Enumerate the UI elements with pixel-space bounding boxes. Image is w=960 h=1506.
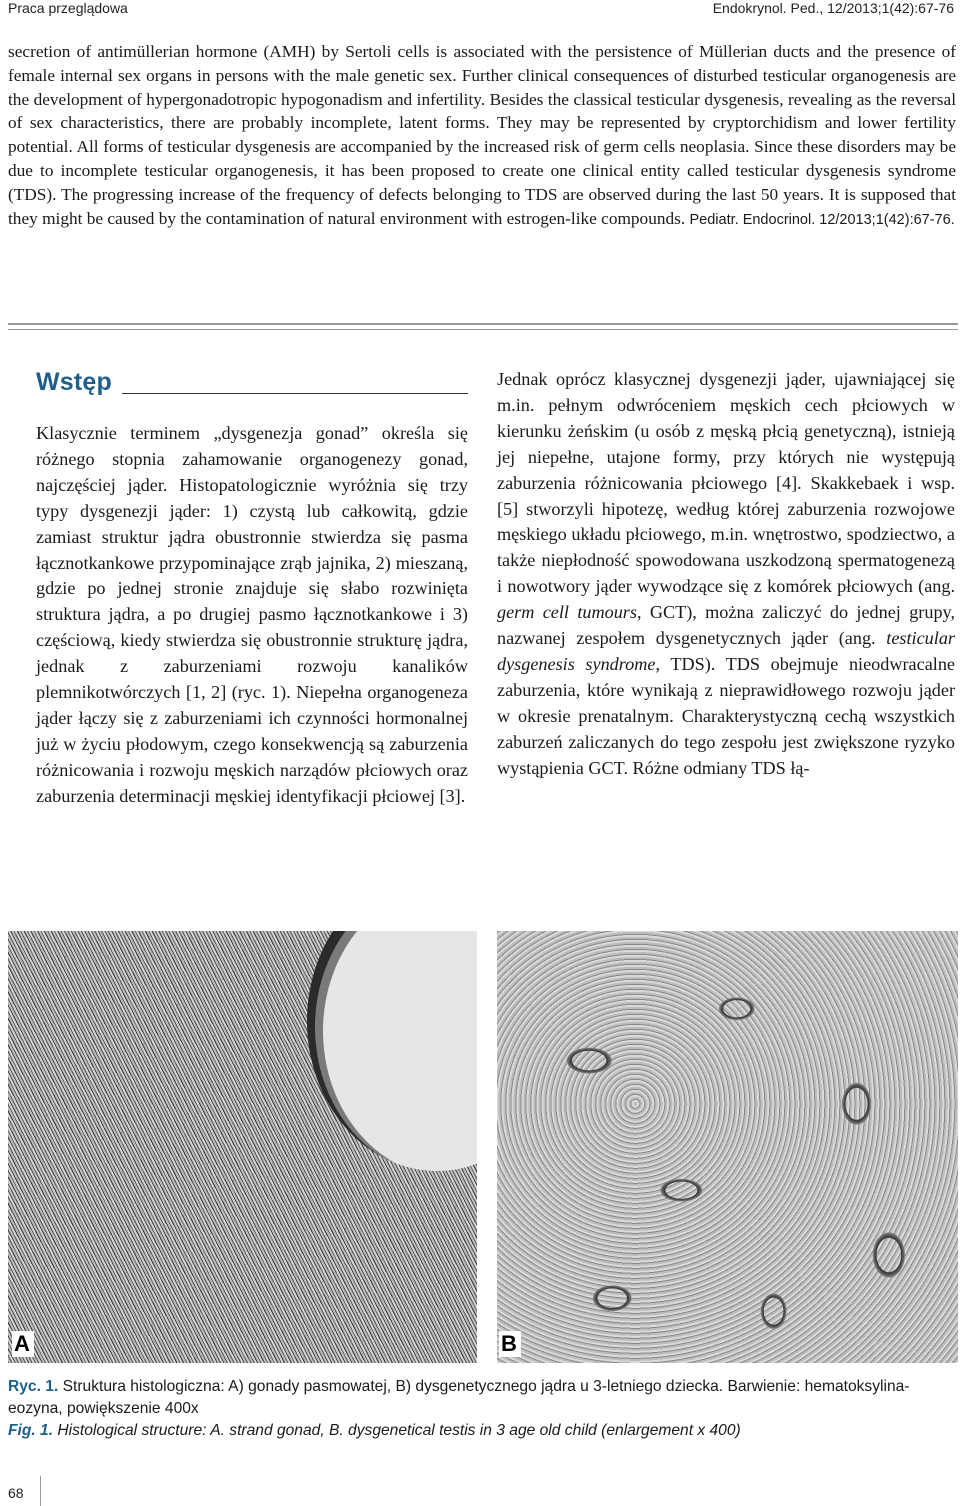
section-title: Wstęp: [36, 368, 112, 396]
section-divider: [8, 323, 958, 325]
caption-en-text: Histological structure: A. strand gonad, B. dysgenetical testis in 3 age old child (enlargement x 400): [57, 1422, 741, 1439]
journal-citation: Endokrynol. Ped., 12/2013;1(42):67-76: [712, 0, 954, 16]
section-divider-thin: [8, 329, 958, 330]
panel-a-label: A: [12, 1331, 34, 1357]
caption-polish: [8, 1376, 958, 1420]
left-column: [36, 421, 468, 810]
figure-caption: [8, 1376, 958, 1442]
right-column: [497, 367, 955, 782]
micrograph-a-strand-gonad: [8, 931, 477, 1363]
panel-b-label: B: [499, 1331, 521, 1357]
section-title-underline: [122, 393, 468, 394]
abstract-english: [8, 40, 956, 232]
article-type-label: Praca przeglądowa: [8, 0, 128, 16]
page-number-separator: [40, 1476, 41, 1506]
page-number: 68: [8, 1485, 24, 1501]
running-header: [8, 0, 954, 18]
micrograph-b-dysgenetic-testis: [497, 931, 958, 1363]
tds-paragraph: Jednak oprócz klasycznej dysgenezji jąder, ujawniającej się m.in. pełnym odwróceniem męskich cech płciowych w kierunku żeńskim (u osób z męską płcią genetyczną), istnieją jej niepełne, utajone formy, przy których nie występują zaburzenia różnicowania płciowego [4]. Skakkebaek i wsp. [5] stworzyli hipotezę, według której zaburzenia rozwojowe męskiego układu płciowego, m.in. wnętrostwo, spodziectwo, a także niepłodność spowodowana uszkodzoną spermatogenezą i nowotwory jąder wywodzące się z komórek płciowych (ang. germ cell tumours, GCT), można zaliczyć do jednej grupy, nazwanej zespołem dysgenetycznych jąder (ang. testicular dysgenesis syndrome, TDS). TDS obejmuje nieodwracalne zaburzenia, które wynikają z nieprawidłowego rozwoju jąder w okresie prenatalnym. Charakterystyczną cechą wszystkich zaburzeń zaliczanych do tego zespołu jest zwiększone ryzyko wystąpienia GCT. Różne odmiany TDS łą-: [497, 369, 955, 778]
term-tds: testicular dysgenesis syndrome: [497, 628, 955, 674]
abstract-citation: Pediatr. Endocrinol. 12/2013;1(42):67-76.: [689, 211, 955, 228]
caption-pl-label: Ryc. 1.: [8, 1378, 59, 1395]
caption-english: [8, 1420, 958, 1442]
term-germ-cell-tumours: germ cell tumours: [497, 602, 637, 623]
abstract-text: secretion of antimüllerian hormone (AMH) by Sertoli cells is associated with the persistence of Müllerian ducts and the presence of female internal sex organs in persons with the male genetic sex. Further clinical consequences of disturbed testicular organogenesis are the development of hypergonadotropic hypogonadism and infertility. Besides the classical testicular dysgenesis, revealing as the reversal of sex characteristics, there are probably incomplete, latent forms. They may be represented by cryptorchidism and lower fertility potential. All forms of testicular dysgenesis are accompanied by the increased risk of germ cells neoplasia. Since these disorders may be due to incomplete testicular organogenesis, it has been proposed to create one clinical entity called testicular dysgenesis syndrome (TDS). The progressing increase of the frequency of defects belonging to TDS are observed during the last 50 years. It is supposed that they might be caused by the contamination of natural environment with estrogen-like compounds.: [8, 42, 956, 228]
caption-en-label: Fig. 1.: [8, 1422, 54, 1439]
caption-pl-text: Struktura histologiczna: A) gonady pasmowatej, B) dysgenetycznego jądra u 3-letniego dziecka. Barwienie: hematoksylina-eozyna, powiększenie 400x: [8, 1378, 910, 1417]
intro-paragraph: Klasycznie terminem „dysgenezja gonad” określa się różnego stopnia zahamowanie organogenezy gonad, najczęściej jąder. Histopatologicznie wyróżnia się trzy typy dysgenezji jąder: 1) czystą lub całkowitą, gdzie zamiast struktur jądra obustronnie stwierdza się pasma łącznotkankowe przypominające zrąb jajnika, 2) mieszaną, gdzie po jednej stronie znajduje się słabo rozwinięta struktura jądra, a po drugiej pasmo łącznotkankowe i 3) częściową, kiedy stwierdza się obustronnie strukturę jądra, jednak z zaburzeniami rozwoju kanalików plemnikotwórczych [1, 2] (ryc. 1). Niepełna organogeneza jąder łączy się z zaburzeniami ich czynności hormonalnej już w życiu płodowym, czego konsekwencją są zaburzenia różnicowania i rozwoju męskich narządów płciowych oraz zaburzenia determinacji męskiej identyfikacji płciowej [3].: [36, 423, 468, 806]
